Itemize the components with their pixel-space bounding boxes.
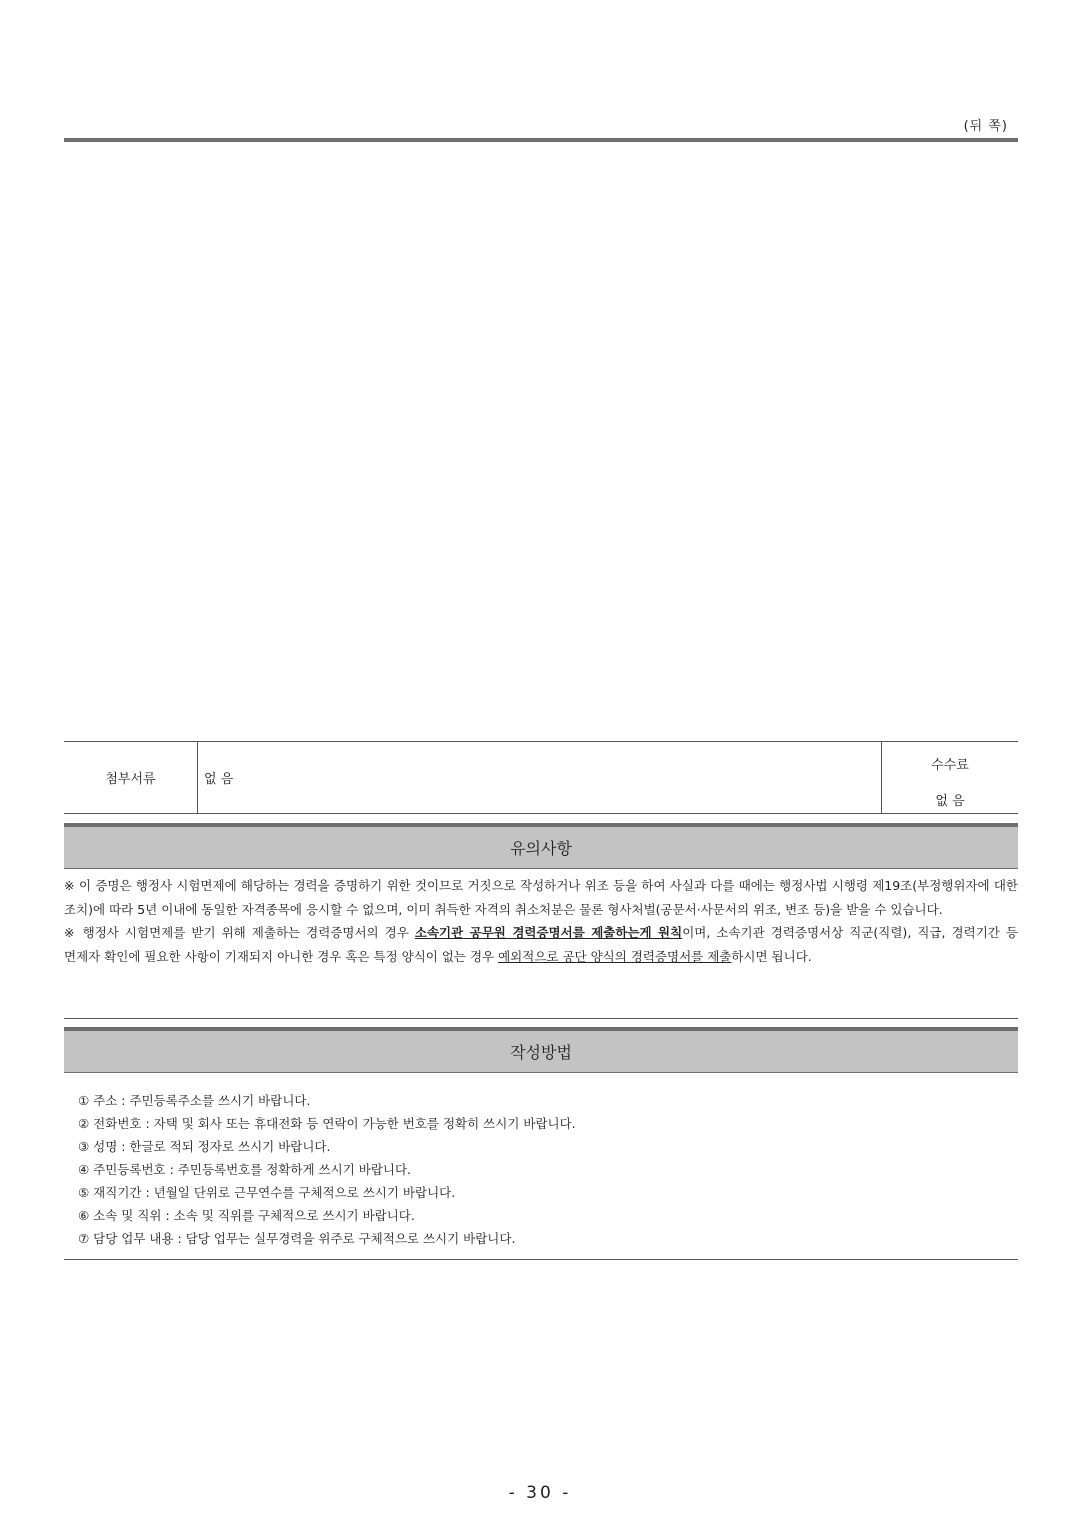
top-divider	[64, 138, 1018, 142]
page-number: - 30 -	[508, 1483, 572, 1503]
fee-cell	[882, 742, 1018, 813]
list-item: ⑤ 재직기간 : 년월일 단위로 근무연수를 구체적으로 쓰시기 바랍니다.	[78, 1185, 456, 1200]
page-side-label: (뒤 쪽)	[963, 119, 1008, 134]
notice-emphasis: 소속기관 공무원 경력증명서를 제출하는게 원칙	[414, 925, 683, 940]
list-item: ⑥ 소속 및 직위 : 소속 및 직위를 구체적으로 쓰시기 바랍니다.	[78, 1208, 415, 1223]
fee-value: 없 음	[935, 794, 965, 809]
notice-text: 이며, 소속기관 경력증명서상 직군(직렬), 직급, 경력기간 등 면제자 확인에 필요한 사항이 기재되지 아니한 경우 혹은 특정 양식이 없는 경우	[64, 925, 1018, 964]
notice-text: ※ 행정사 시험면제를 받기 위해 제출하는 경력증명서의 경우	[64, 925, 415, 940]
notice-paragraph-1: ※ 이 증명은 행정사 시험면제에 해당하는 경력을 증명하기 위한 것이므로 거짓으로 작성하거나 위조 등을 하여 사실과 다를 때에는 행정사법 시행령 제19조(부정행위자에 대한 조치)에 따라 5년 이내에 동일한 자격종목에 응시할 수 없으며, 이미 취득한 자격의 취소처분은 물론 형사처벌(공문서·사문서의 위조, 변조 등)을 받을 수 있습니다.	[64, 878, 1018, 917]
method-bottom-divider	[64, 1259, 1018, 1260]
attachment-table	[64, 741, 1018, 814]
notice-title: 유의사항	[64, 823, 1018, 869]
list-item: ① 주소 : 주민등록주소를 쓰시기 바랍니다.	[78, 1093, 311, 1108]
notice-text: 하시면 됩니다.	[731, 948, 812, 964]
notice-body	[64, 874, 1018, 968]
list-item: ② 전화번호 : 자택 및 회사 또는 휴대전화 등 연락이 가능한 번호를 정확히 쓰시기 바랍니다.	[78, 1116, 576, 1131]
method-list	[78, 1089, 576, 1250]
method-title: 작성방법	[64, 1027, 1018, 1073]
attachment-label: 첨부서류	[64, 742, 198, 813]
list-item: ③ 성명 : 한글로 적되 정자로 쓰시기 바랍니다.	[78, 1139, 331, 1154]
notice-bottom-divider	[64, 1018, 1018, 1019]
notice-underline: 예외적으로 공단 양식의 경력증명서를 제출	[498, 948, 732, 964]
list-item: ④ 주민등록번호 : 주민등록번호를 정확하게 쓰시기 바랍니다.	[78, 1162, 412, 1177]
list-item: ⑦ 담당 업무 내용 : 담당 업무는 실무경력을 위주로 구체적으로 쓰시기 바랍니다.	[78, 1231, 516, 1246]
notice-paragraph-2	[64, 921, 1018, 968]
attachment-value: 없 음	[198, 742, 882, 813]
fee-label: 수수료	[931, 758, 969, 773]
